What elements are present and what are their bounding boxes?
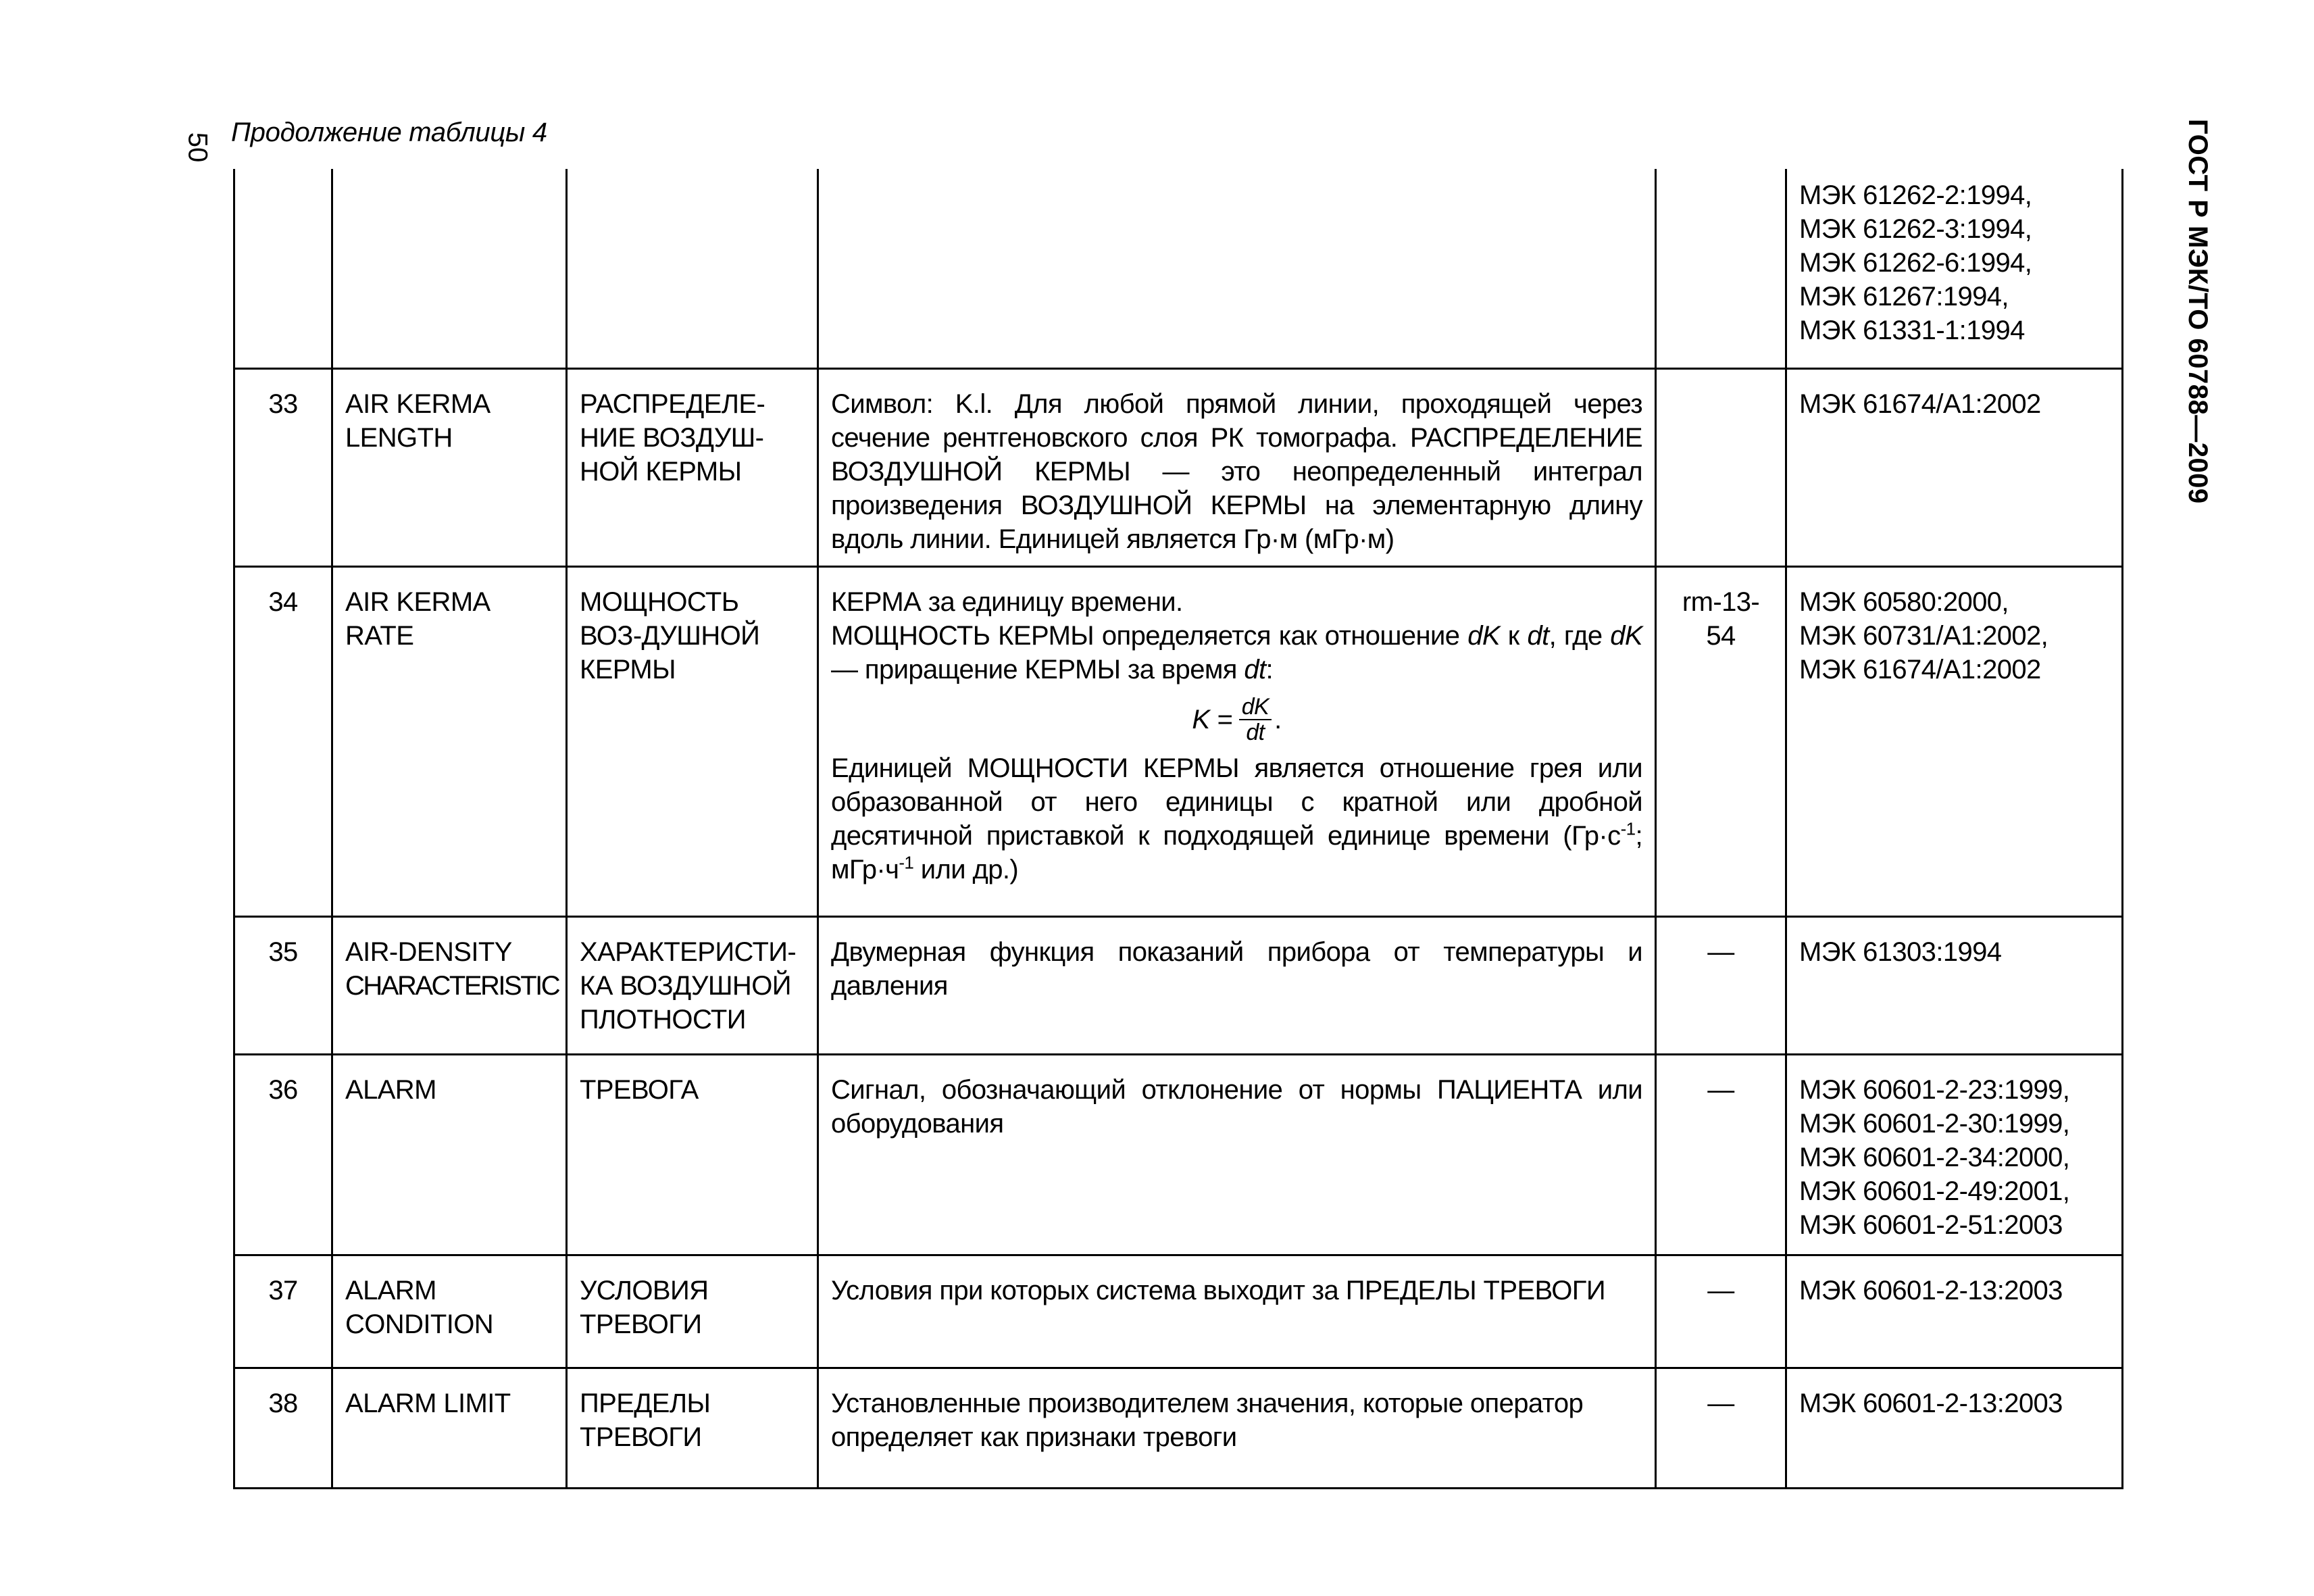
formula-lhs: K = [1192,704,1232,734]
math-var: dt [1244,654,1266,684]
reference: МЭК 61262-6:1994, [1799,248,2032,278]
document-code: ГОСТ Р МЭК/ТО 60788—2009 [2183,119,2213,504]
cell-num: 36 [234,1054,332,1255]
reference: МЭК 60731/A1:2002, [1799,620,2048,651]
cell-code: — [1656,1368,1786,1488]
cell-code: — [1656,1255,1786,1368]
cell-term-en: ALARM LIMIT [332,1368,567,1488]
cell-code [1656,169,1786,368]
reference: МЭК 60601-2-30:1999, [1799,1108,2070,1139]
reference: МЭК 60580:2000, [1799,587,2009,617]
formula-fraction [1239,695,1272,745]
reference: МЭК 60601-2-51:2003 [1799,1210,2063,1240]
cell-references [1786,916,2123,1054]
cell-references [1786,368,2123,566]
cell-num [234,169,332,368]
table-row-continued [234,169,2123,368]
definition-paragraph [831,751,1642,887]
formula-end: . [1274,704,1282,734]
cell-num: 38 [234,1368,332,1488]
reference: МЭК 60601-2-34:2000, [1799,1142,2070,1172]
cell-code: — [1656,1054,1786,1255]
cell-num: 35 [234,916,332,1054]
reference: МЭК 60601-2-13:2003 [1799,1388,2063,1418]
reference: МЭК 61331-1:1994 [1799,316,2025,345]
cell-definition: Условия при которых система выходит за ПРЕДЕЛЫ ТРЕВОГИ [818,1255,1656,1368]
definition-paragraph [831,619,1642,687]
table-continuation-title: Продолжение таблицы 4 [231,118,547,147]
text: : [1265,654,1274,684]
cell-term-ru: УСЛОВИЯ ТРЕВОГИ [567,1255,818,1368]
reference: МЭК 61262-3:1994, [1799,214,2032,244]
cell-definition: Установленные производителем значения, которые оператор определяет как признаки тревоги [818,1368,1656,1488]
table-row [234,566,2123,916]
cell-code [1656,368,1786,566]
page-number: 50 [182,132,213,163]
cell-term-ru: МОЩНОСТЬ ВОЗ-ДУШНОЙ КЕРМЫ [567,566,818,916]
cell-term-ru: ХАРАКТЕРИСТИ-КА ВОЗДУШНОЙ ПЛОТНОСТИ [567,916,818,1054]
cell-references [1786,1255,2123,1368]
reference: МЭК 61303:1994 [1799,937,2002,967]
table-row [234,1368,2123,1488]
reference: МЭК 60601-2-13:2003 [1799,1275,2063,1305]
cell-term-ru: ТРЕВОГА [567,1054,818,1255]
text: или др.) [913,854,1019,884]
table-row [234,916,2123,1054]
cell-definition: Символ: K.l. Для любой прямой линии, проходящей через сечение рентгеновского слоя РК томографа. РАСПРЕДЕЛЕНИЕ ВОЗДУШНОЙ КЕРМЫ — это неопределенный интеграл произведения ВОЗДУШНОЙ КЕРМЫ на элементарную длину вдоль линии. Единицей является Гр·м (мГр·м) [818,368,1656,566]
cell-references [1786,169,2123,368]
definition-paragraph: КЕРМА за единицу времени. [831,587,1183,617]
cell-term-ru: ПРЕДЕЛЫ ТРЕВОГИ [567,1368,818,1488]
cell-term-ru [567,169,818,368]
math-var: dK [1610,620,1643,651]
cell-term-en: AIR KERMA LENGTH [332,368,567,566]
text: Единицей МОЩНОСТИ КЕРМЫ является отношение грея или образованной от него единицы с кратной или дробной десятичной приставкой к подходящей единице времени (Гр·с [831,753,1642,851]
cell-code: — [1656,916,1786,1054]
text: — приращение КЕРМЫ за время [831,654,1244,684]
formula-denominator: dt [1246,719,1265,745]
cell-code: rm-13-54 [1656,566,1786,916]
cell-definition: Двумерная функция показаний прибора от температуры и давления [818,916,1656,1054]
cell-references [1786,1054,2123,1255]
superscript: -1 [1620,818,1636,839]
cell-num: 34 [234,566,332,916]
text: к [1499,620,1528,651]
reference: МЭК 61674/A1:2002 [1799,654,2041,684]
cell-num: 37 [234,1255,332,1368]
cell-term-en [332,916,567,1054]
text: ; мГр·ч [831,820,1642,884]
text: МОЩНОСТЬ КЕРМЫ определяется как отношение [831,620,1468,651]
reference: МЭК 61267:1994, [1799,282,2009,311]
term-en-line: CHARACTERISTIC [345,970,559,1001]
cell-term-en: ALARM CONDITION [332,1255,567,1368]
text: , где [1549,620,1611,651]
terms-table [233,169,2123,1489]
cell-term-en: AIR KERMA RATE [332,566,567,916]
cell-term-en: ALARM [332,1054,567,1255]
table-row [234,368,2123,566]
cell-references [1786,566,2123,916]
reference: МЭК 60601-2-23:1999, [1799,1074,2070,1105]
math-var: dK [1467,620,1500,651]
cell-term-ru: РАСПРЕДЕЛЕ-НИЕ ВОЗДУШ-НОЙ КЕРМЫ [567,368,818,566]
cell-definition [818,566,1656,916]
kerma-rate-formula [831,695,1642,745]
formula-numerator: dK [1239,695,1272,720]
reference: МЭК 60601-2-49:2001, [1799,1176,2070,1206]
reference: МЭК 61262-2:1994, [1799,180,2032,210]
superscript: -1 [899,852,914,873]
cell-num: 33 [234,368,332,566]
table-row [234,1255,2123,1368]
cell-definition: Сигнал, обозначающий отклонение от нормы ПАЦИЕНТА или оборудования [818,1054,1656,1255]
cell-term-en [332,169,567,368]
term-en-line: AIR-DENSITY [345,937,512,967]
math-var: dt [1527,620,1549,651]
reference: МЭК 61674/A1:2002 [1799,389,2041,419]
cell-references [1786,1368,2123,1488]
table-row [234,1054,2123,1255]
cell-definition [818,169,1656,368]
